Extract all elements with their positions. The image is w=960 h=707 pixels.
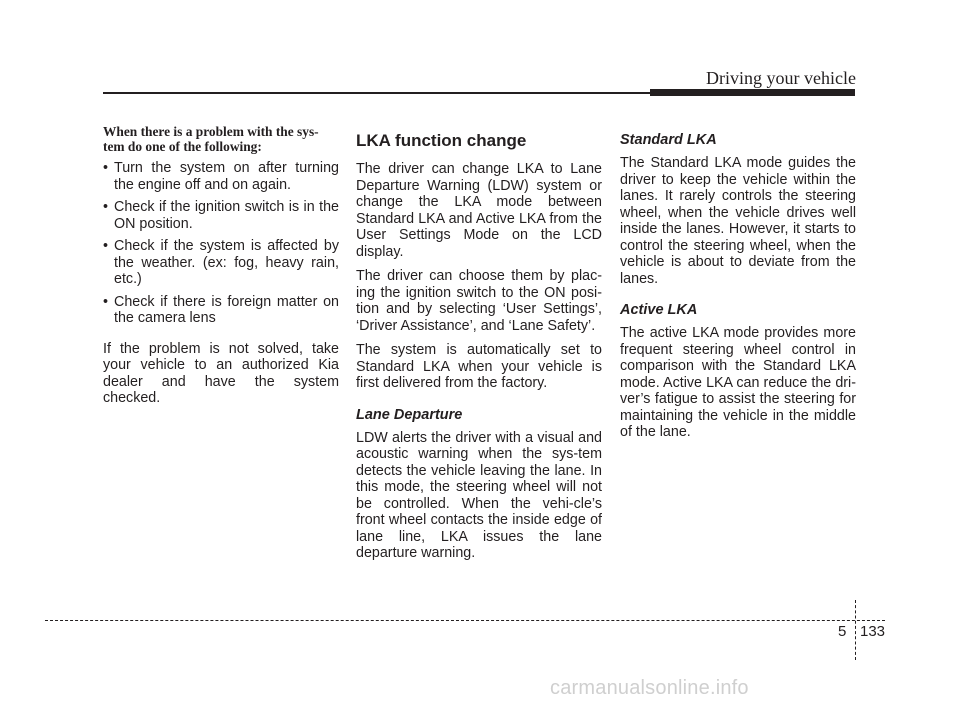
list-item: • Check if the ignition switch is in the ON position.: [103, 199, 339, 232]
subhead-active-lka: Active LKA: [620, 302, 698, 318]
watermark: carmanualsonline.info: [550, 677, 749, 699]
troubleshoot-list: [103, 160, 339, 327]
column-right: [620, 131, 856, 449]
troubleshoot-intro: When there is a problem with the sys-tem do one of the following:: [103, 124, 319, 154]
list-item: • Turn the system on after turning the engine off and on again.: [103, 160, 339, 193]
paragraph: The active LKA mode provides more frequent steering wheel control in comparison with the Standard LKA mode. Active LKA can reduce the dri-ver’s fatigue to assist the steering for maintaining the vehicle in the middle of the lane.: [620, 325, 856, 440]
troubleshoot-closing: If the problem is not solved, take your vehicle to an authorized Kia dealer and have the system checked.: [103, 340, 339, 406]
column-middle: [356, 131, 602, 570]
paragraph: LDW alerts the driver with a visual and acoustic warning when the sys-tem detects the vehicle leaving the lane. In this mode, the steering wheel will not be controlled. When the vehi-cle’s front wheel contacts the inside edge of lane line, LKA issues the lane departure warning.: [356, 429, 602, 561]
running-header: Driving your vehicle: [706, 68, 856, 88]
paragraph: The driver can choose them by plac-ing the ignition switch to the ON posi-tion and by selecting ‘User Settings’, ‘Driver Assistance’, and ‘Lane Safety’.: [356, 268, 602, 334]
page-number: 133: [860, 623, 886, 640]
column-left: [103, 125, 339, 415]
paragraph: The driver can change LKA to Lane Departure Warning (LDW) system or change the LKA mode between Standard LKA and Active LKA from the User Settings Mode on the LCD display.: [356, 161, 602, 260]
list-item: • Check if there is foreign matter on the camera lens: [103, 294, 339, 327]
header-rule-accent: [650, 89, 855, 96]
subhead-lane-departure: Lane Departure: [356, 406, 463, 423]
section-title: LKA function change: [356, 131, 527, 150]
subhead-standard-lka: Standard LKA: [620, 132, 717, 148]
paragraph: The system is automatically set to Standard LKA when your vehicle is first delivered from the factory.: [356, 342, 602, 391]
list-item: • Check if the system is affected by the weather. (ex: fog, heavy rain, etc.): [103, 238, 339, 288]
footer-rule: [45, 620, 885, 621]
paragraph: The Standard LKA mode guides the driver to keep the vehicle within the lanes. It rarely controls the steering wheel, when the vehicle drives well inside the lanes. However, it starts to control the steering wheel, when the vehicle is about to deviate from the lanes.: [620, 155, 856, 287]
footer-divider: [855, 600, 856, 660]
chapter-number: 5: [838, 623, 847, 640]
